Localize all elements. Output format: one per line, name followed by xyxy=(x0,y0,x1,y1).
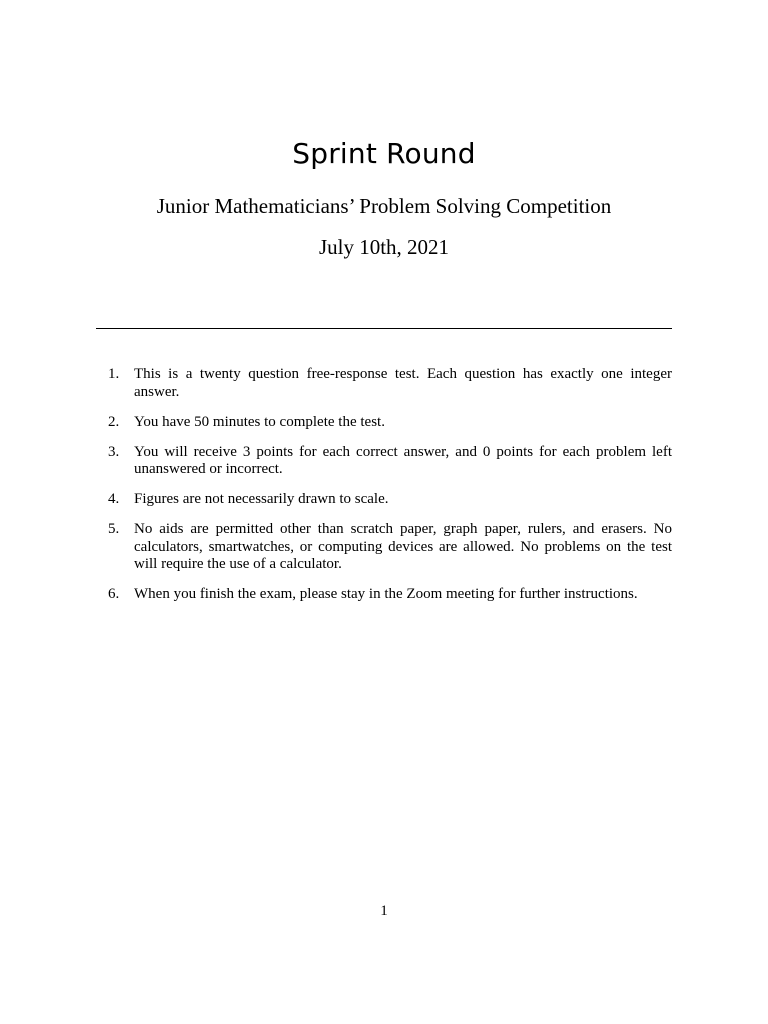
instruction-number: 4. xyxy=(108,491,120,507)
instruction-item xyxy=(108,521,672,574)
instruction-number: 2. xyxy=(108,413,120,430)
horizontal-rule xyxy=(96,328,672,329)
page-number: 1 xyxy=(380,903,388,919)
competition-subtitle: Junior Mathematicians’ Problem Solving Competition xyxy=(156,194,612,218)
instruction-item xyxy=(108,444,672,479)
instruction-number: 1. xyxy=(108,366,120,382)
instruction-item xyxy=(108,414,672,432)
instruction-number: 5. xyxy=(108,521,120,537)
instruction-text: No aids are permitted other than scratch paper, graph paper, rulers, and erasers. No calculators, smartwatches, or computing devices are allowed. No problems on the test will require the use of a calculator. xyxy=(134,521,672,572)
instruction-item xyxy=(108,586,672,604)
instruction-text: This is a twenty question free-response test. Each question has exactly one integer answer. xyxy=(134,366,672,400)
instruction-text: Figures are not necessarily drawn to scale. xyxy=(134,491,389,507)
instruction-item xyxy=(108,491,672,509)
instructions-list xyxy=(108,366,672,616)
instruction-number: 3. xyxy=(108,443,120,460)
instruction-number: 6. xyxy=(108,586,120,602)
competition-date: July 10th, 2021 xyxy=(318,235,450,259)
page-title: Sprint Round xyxy=(292,137,476,170)
instruction-text: You will receive 3 points for each correct answer, and 0 points for each problem left unanswered or incorrect. xyxy=(134,443,672,477)
instruction-text: When you finish the exam, please stay in the Zoom meeting for further instructions. xyxy=(134,586,638,602)
instruction-text: You have 50 minutes to complete the test. xyxy=(134,413,385,430)
instruction-item xyxy=(108,366,672,401)
